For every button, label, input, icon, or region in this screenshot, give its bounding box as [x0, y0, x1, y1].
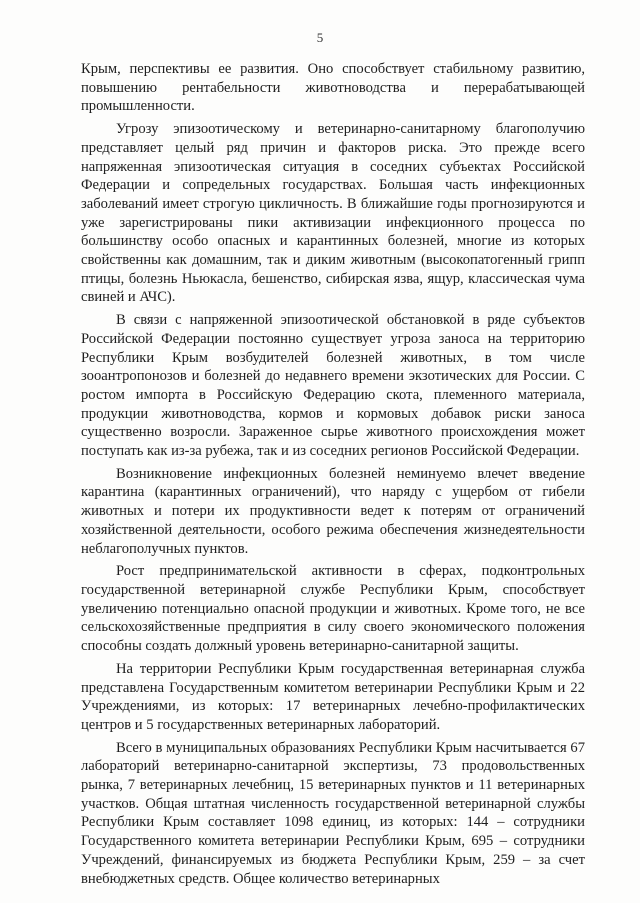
paragraph-staff-numbers: Всего в муниципальных образованиях Республики Крым насчитывается 67 лабораторий ветеринарно-санитарной экспертизы, 73 продовольственных рынка, 7 ветеринарных лечебниц, 15 ветеринарных пунктов и 11 ветеринарных участков. Общая штатная численность государственной ветеринарной службы Республики Крым составляет 1098 единиц, из которых: 144 – сотрудники Государственного комитета ветеринарии Республики Крым, 695 – сотрудники Учреждений, финансируемых из бюджета Республики Крым, 259 – за счет внебюджетных средств. Общее количество ветеринарных [81, 739, 585, 887]
paragraph-import-risks: В связи с напряженной эпизоотической обстановкой в ряде субъектов Российской Федерации постоянно существует угроза заноса на территорию Республики Крым возбудителей болезней животных, в том числе зооантропонозов и болезней до недавнего времени экзотических для России. С ростом импорта в Российскую Федерацию скота, племенного материала, продукции животноводства, кормов и кормовых добавок риски заноса существенно возросли. Зараженное сырье животного происхождения может поступать как из-за рубежа, так и из соседних регионов Российской Федерации. [81, 312, 585, 460]
document-body [81, 60, 585, 892]
page-number: 5 [316, 30, 324, 45]
paragraph-business-activity: Рост предпринимательской активности в сферах, подконтрольных государственной ветеринарной службе Республики Крым, способствует увеличению потенциально опасной продукции и животных. Кроме того, не все сельскохозяйственные предприятия в силу своего экономического положения способны создать должный уровень ветеринарно-санитарной защиты. [81, 563, 585, 655]
paragraph-continuation: Крым, перспективы ее развития. Оно способствует стабильному развитию, повышению рентабельности животноводства и перерабатывающей промышленности. [81, 61, 585, 115]
paragraph-quarantine: Возникновение инфекционных болезней неминуемо влечет введение карантина (карантинных ограничений), что наряду с ущербом от гибели животных и потери их продуктивности ведет к потерям от ограничений хозяйственной деятельности, особого режима обеспечения жизнедеятельности неблагополучных пунктов. [81, 465, 585, 557]
paragraph-threats: Угрозу эпизоотическому и ветеринарно-санитарному благополучию представляет целый ряд причин и факторов риска. Это прежде всего напряженная эпизоотическая ситуация в соседних субъектах Российской Федерации и сопредельных государствах. Большая часть инфекционных заболеваний имеет строгую цикличность. В ближайшие годы прогнозируются и уже зарегистрированы пики активизации инфекционного процесса по большинству особо опасных и карантинных болезней, многие из которых свойственны как домашним, так и диким животным (высокопатогенный грипп птицы, болезнь Ньюкасла, бешенство, сибирская язва, ящур, классическая чума свиней и АЧС). [81, 121, 585, 306]
paragraph-service-structure: На территории Республики Крым государственная ветеринарная служба представлена Государственным комитетом ветеринарии Республики Крым и 22 Учреждениями, из которых: 17 ветеринарных лечебно-профилактических центров и 5 государственных ветеринарных лабораторий. [81, 660, 585, 733]
